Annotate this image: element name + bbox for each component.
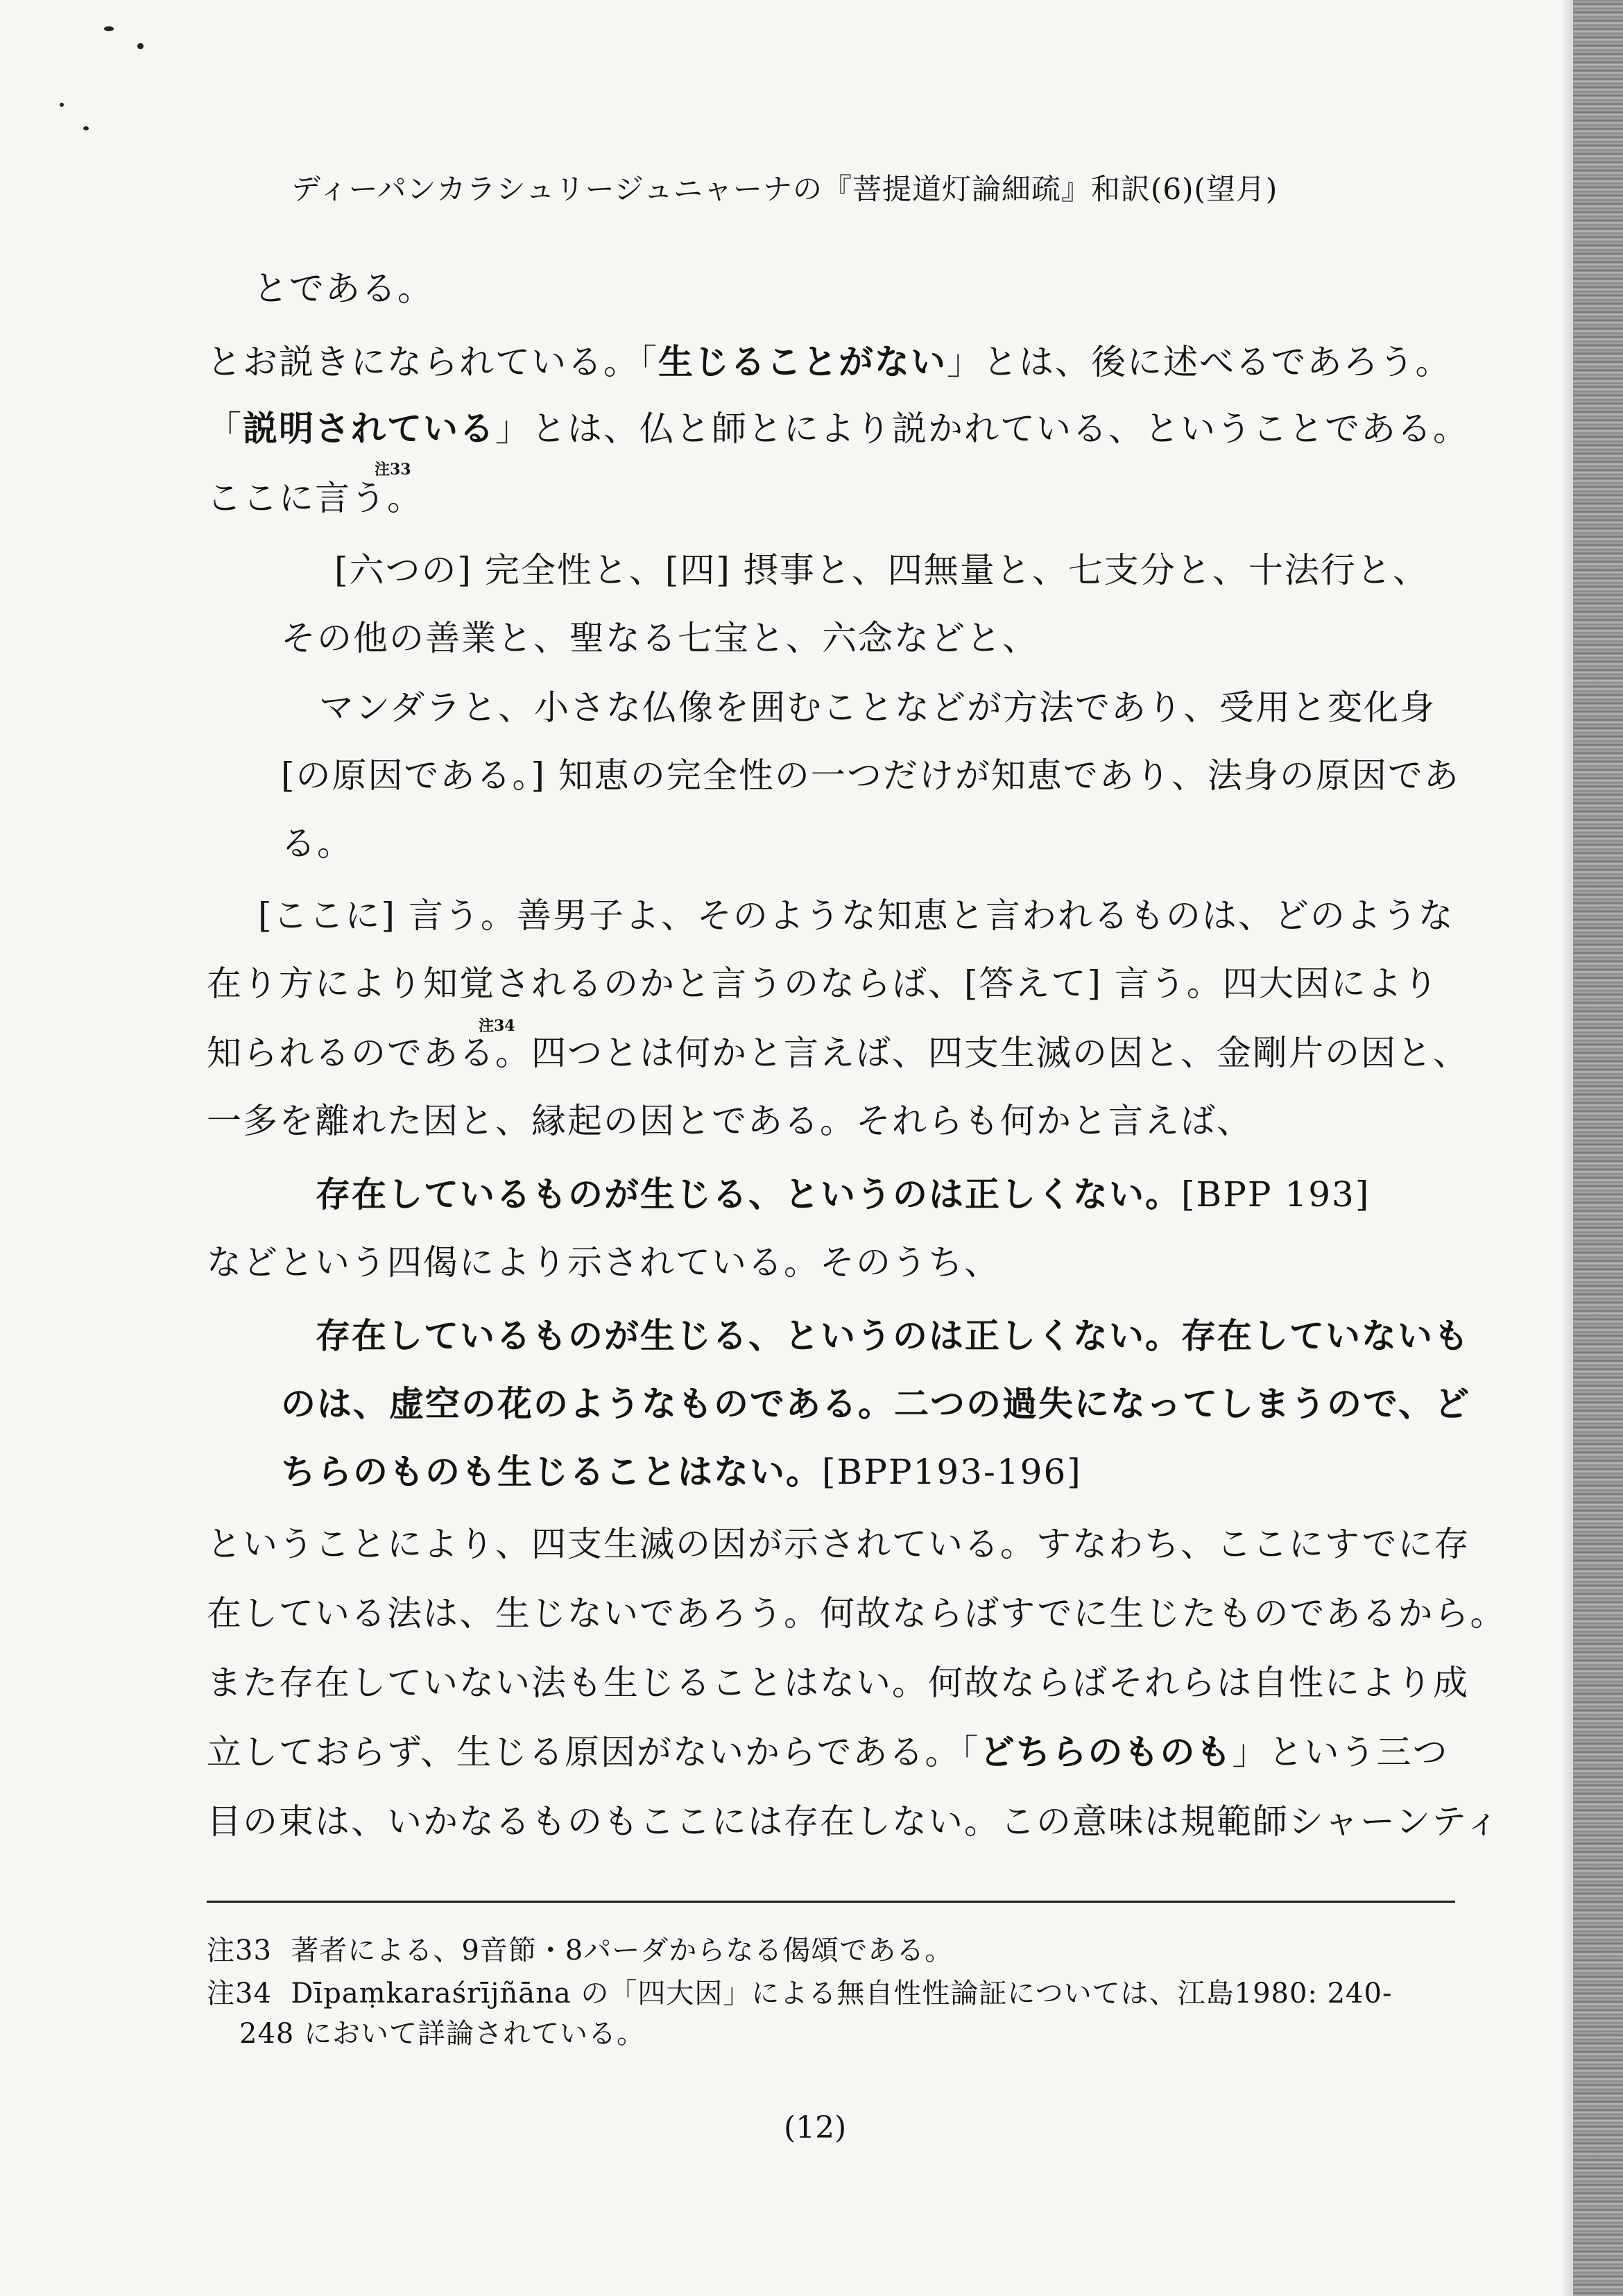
body-line: ということにより、四支生滅の因が示されている。すなわち、ここにすでに存 <box>207 1524 1470 1564</box>
body-line: [ここに] 言う。善男子よ、そのような知恵と言われるものは、どのような <box>258 896 1454 936</box>
emphasis-text: ちらのものも生じることはない。 <box>281 1451 822 1492</box>
quote-line <box>281 1444 1082 1494</box>
body-line: また存在していない法も生じることはない。何故ならばそれらは自性により成 <box>207 1663 1469 1703</box>
body-text: とお説きになられている。「 <box>207 342 658 382</box>
quote-line <box>316 1167 1370 1217</box>
running-title: ディーパンカラシュリージュニャーナの『菩提道灯論細疏』和訳(6)(望月) <box>291 172 1278 206</box>
footnote-label: 注33 <box>207 1935 272 1967</box>
body-line: などという四偈により示されている。そのうち、 <box>207 1242 1000 1283</box>
emphasis-text: 生じることがない <box>658 341 947 382</box>
emphasis-text: どちらのものも <box>979 1731 1233 1772</box>
footnote-34 <box>207 1971 1392 2011</box>
citation-text: [BPP 193] <box>1181 1174 1371 1215</box>
quote-line: [の原因である。] 知恵の完全性の一つだけが知恵であり、法身の原因であ <box>281 755 1460 796</box>
scan-speck <box>83 126 89 130</box>
body-text: 」とは、仏と師とにより説かれている、ということである。 <box>495 409 1469 449</box>
body-text: 立しておらず、生じる原因がないからである。「 <box>207 1732 980 1772</box>
citation-text: [BPP193-196] <box>822 1452 1082 1492</box>
body-line <box>207 1724 1449 1774</box>
body-text: 」という三つ <box>1232 1732 1449 1772</box>
footnote-label: 注34 <box>207 1978 272 2010</box>
emphasis-text: 存在しているものが生じる、というのは正しくない。 <box>316 1174 1181 1215</box>
scan-speck <box>60 103 64 107</box>
quote-line: [六つの] 完全性と、[四] 摂事と、四無量と、七支分と、十法行と、 <box>334 550 1429 590</box>
scan-speck <box>137 43 144 49</box>
quote-line: その他の善業と、聖なる七宝と、六念などと、 <box>281 618 1038 658</box>
body-line: 在り方により知覚されるのかと言うのならば、[答えて] 言う。四大因により <box>207 963 1439 1004</box>
scan-speck <box>104 26 114 31</box>
body-line <box>207 334 1452 384</box>
body-text: 「 <box>207 409 243 449</box>
footnote-ref-34: 注34 <box>479 1017 515 1035</box>
body-text: 」とは、後に述べるであろう。 <box>947 342 1452 382</box>
footnote-34-continued: 248 において詳論されている。 <box>239 2018 646 2050</box>
body-line: 目の束は、いかなるものもここには存在しない。この意味は規範師シャーンティ <box>207 1801 1501 1842</box>
body-line: とである。 <box>253 268 433 309</box>
body-line: 在している法は、生じないであろう。何故ならばすでに生じたものであるから。 <box>207 1593 1506 1634</box>
quote-line: 存在しているものが生じる、というのは正しくない。存在していないも <box>316 1315 1470 1356</box>
quote-line: る。 <box>281 823 353 864</box>
quote-line: マンダラと、小さな仏像を囲むことなどが方法であり、受用と変化身 <box>319 687 1436 728</box>
body-line: 知られるのである。四つとは何かと言えば、四支生滅の因と、金剛片の因と、 <box>207 1033 1469 1073</box>
body-line: 一多を離れた因と、縁起の因とである。それらも何かと言えば、 <box>207 1101 1253 1141</box>
footnote-ref-33: 注33 <box>375 461 411 479</box>
footnote-text: Dīpaṃkaraśrījñāna の「四大因」による無自性性論証については、江島1980: 240- <box>291 1978 1393 2010</box>
page-number: (12) <box>784 2110 847 2145</box>
footnote-33 <box>207 1928 953 1968</box>
quote-line: のは、虚空の花のようなものである。二つの過失になってしまうので、ど <box>281 1383 1470 1424</box>
footnote-text: 著者による、9音節・8パーダからなる偈頌である。 <box>291 1935 954 1967</box>
footnote-divider <box>207 1901 1455 1903</box>
scanner-edge <box>1573 0 1623 2296</box>
body-line <box>207 401 1469 451</box>
scanner-edge-shadow <box>1561 0 1573 2296</box>
body-line: ここに言う。 <box>207 478 423 518</box>
emphasis-text: 説明されている <box>243 408 495 449</box>
